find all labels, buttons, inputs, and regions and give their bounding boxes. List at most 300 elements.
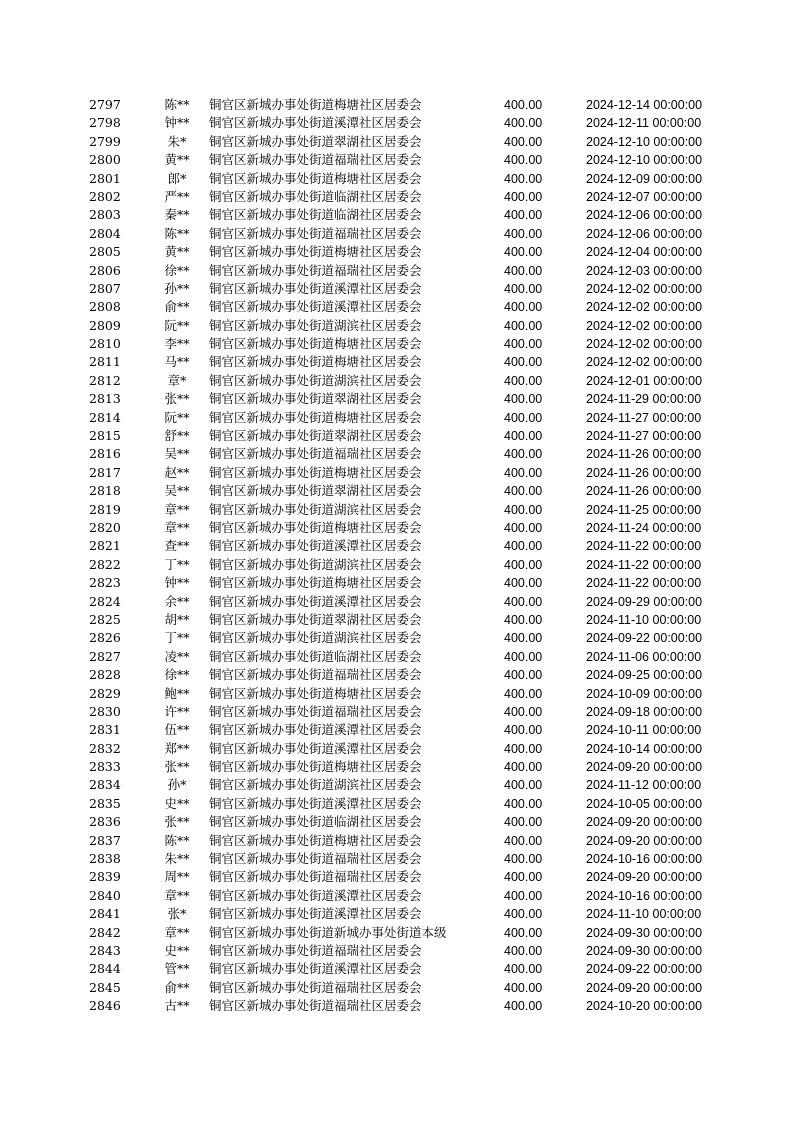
row-number: 2826 [89, 630, 121, 646]
table-row [0, 795, 793, 813]
row-number: 2811 [89, 354, 121, 370]
table-row [0, 262, 793, 280]
table-row [0, 427, 793, 445]
organization: 铜官区新城办事处街道湖滨社区居委会 [209, 372, 422, 388]
date: 2024-12-09 00:00:00 [586, 171, 703, 186]
date: 2024-11-27 00:00:00 [586, 429, 702, 444]
recipient-name: 余** [164, 593, 190, 609]
date: 2024-10-05 00:00:00 [586, 796, 703, 811]
date: 2024-09-25 00:00:00 [586, 668, 703, 683]
date: 2024-11-10 00:00:00 [586, 612, 702, 627]
recipient-name: 阮** [164, 317, 190, 333]
date: 2024-10-09 00:00:00 [586, 686, 703, 701]
row-number: 2822 [89, 556, 121, 572]
row-number: 2803 [89, 207, 121, 223]
organization: 铜官区新城办事处街道湖滨社区居委会 [209, 777, 422, 793]
recipient-name: 舒** [164, 428, 190, 444]
recipient-name: 俞** [164, 299, 190, 315]
recipient-name: 黄** [164, 152, 190, 168]
date: 2024-09-20 00:00:00 [586, 760, 703, 775]
amount: 400.00 [504, 153, 543, 168]
date: 2024-12-03 00:00:00 [586, 263, 703, 278]
organization: 铜官区新城办事处街道福瑞社区居委会 [209, 152, 422, 168]
organization: 铜官区新城办事处街道梅塘社区居委会 [209, 519, 422, 535]
row-number: 2817 [89, 464, 121, 480]
row-number: 2835 [89, 795, 121, 811]
organization: 铜官区新城办事处街道溪潭社区居委会 [209, 280, 422, 296]
organization: 铜官区新城办事处街道新城办事处街道本级 [209, 924, 447, 940]
row-number: 2799 [89, 133, 121, 149]
table-row [0, 280, 793, 298]
organization: 铜官区新城办事处街道梅塘社区居委会 [209, 170, 422, 186]
organization: 铜官区新城办事处街道临湖社区居委会 [209, 207, 422, 223]
table-row [0, 868, 793, 886]
row-number: 2845 [89, 979, 121, 995]
organization: 铜官区新城办事处街道翠湖社区居委会 [209, 611, 422, 627]
recipient-name: 赵** [164, 464, 190, 480]
recipient-name: 胡** [164, 611, 190, 627]
recipient-name: 周** [164, 869, 190, 885]
date: 2024-12-07 00:00:00 [586, 189, 703, 204]
organization: 铜官区新城办事处街道福瑞社区居委会 [209, 869, 422, 885]
organization: 铜官区新城办事处街道溪潭社区居委会 [209, 906, 422, 922]
amount: 400.00 [504, 557, 543, 572]
amount: 400.00 [504, 760, 543, 775]
amount: 400.00 [504, 208, 543, 223]
row-number: 2818 [89, 483, 121, 499]
organization: 铜官区新城办事处街道湖滨社区居委会 [209, 630, 422, 646]
date: 2024-12-02 00:00:00 [586, 300, 703, 315]
row-number: 2806 [89, 262, 121, 278]
amount: 400.00 [504, 833, 543, 848]
recipient-name: 阮** [164, 409, 190, 425]
data-table [0, 96, 793, 1016]
organization: 铜官区新城办事处街道福瑞社区居委会 [209, 979, 422, 995]
organization: 铜官区新城办事处街道溪潭社区居委会 [209, 722, 422, 738]
recipient-name: 朱** [164, 851, 190, 867]
row-number: 2846 [89, 998, 121, 1014]
row-number: 2827 [89, 648, 121, 664]
table-row [0, 960, 793, 978]
organization: 铜官区新城办事处街道福瑞社区居委会 [209, 998, 422, 1014]
recipient-name: 吴** [164, 446, 190, 462]
row-number: 2798 [89, 115, 121, 131]
row-number: 2820 [89, 519, 121, 535]
amount: 400.00 [504, 134, 543, 149]
amount: 400.00 [504, 668, 543, 683]
organization: 铜官区新城办事处街道临湖社区居委会 [209, 188, 422, 204]
date: 2024-12-10 00:00:00 [586, 134, 703, 149]
row-number: 2837 [89, 832, 121, 848]
amount: 400.00 [504, 171, 543, 186]
recipient-name: 章** [164, 924, 190, 940]
organization: 铜官区新城办事处街道湖滨社区居委会 [209, 317, 422, 333]
row-number: 2813 [89, 391, 121, 407]
table-row [0, 703, 793, 721]
amount: 400.00 [504, 815, 543, 830]
date: 2024-12-06 00:00:00 [586, 208, 703, 223]
table-row [0, 666, 793, 684]
organization: 铜官区新城办事处街道梅塘社区居委会 [209, 97, 422, 112]
recipient-name: 黄** [164, 244, 190, 260]
row-number: 2802 [89, 188, 121, 204]
recipient-name: 史** [164, 795, 190, 811]
date: 2024-09-20 00:00:00 [586, 980, 703, 995]
date: 2024-12-01 00:00:00 [586, 373, 703, 388]
date: 2024-09-22 00:00:00 [586, 962, 703, 977]
date: 2024-12-14 00:00:00 [586, 98, 703, 112]
amount: 400.00 [504, 594, 543, 609]
recipient-name: 徐** [164, 667, 190, 683]
row-number: 2843 [89, 942, 121, 958]
recipient-name: 章** [164, 519, 190, 535]
table-row [0, 593, 793, 611]
recipient-name: 古** [164, 998, 190, 1014]
amount: 400.00 [504, 98, 543, 112]
table-row [0, 188, 793, 206]
date: 2024-12-02 00:00:00 [586, 281, 703, 296]
recipient-name: 章** [164, 887, 190, 903]
row-number: 2809 [89, 317, 121, 333]
amount: 400.00 [504, 999, 543, 1014]
recipient-name: 朱* [167, 133, 187, 149]
organization: 铜官区新城办事处街道福瑞社区居委会 [209, 667, 422, 683]
date: 2024-09-20 00:00:00 [586, 870, 703, 885]
amount: 400.00 [504, 318, 543, 333]
amount: 400.00 [504, 263, 543, 278]
amount: 400.00 [504, 907, 543, 922]
date: 2024-09-18 00:00:00 [586, 704, 703, 719]
recipient-name: 陈** [164, 97, 190, 112]
recipient-name: 钟** [164, 575, 190, 591]
table-row [0, 445, 793, 463]
amount: 400.00 [504, 870, 543, 885]
amount: 400.00 [504, 392, 543, 407]
table-row [0, 758, 793, 776]
amount: 400.00 [504, 484, 543, 499]
row-number: 2839 [89, 869, 121, 885]
date: 2024-10-16 00:00:00 [586, 852, 703, 867]
date: 2024-09-30 00:00:00 [586, 925, 703, 940]
row-number: 2828 [89, 667, 121, 683]
date: 2024-11-22 00:00:00 [586, 576, 702, 591]
amount: 400.00 [504, 429, 543, 444]
amount: 400.00 [504, 281, 543, 296]
row-number: 2825 [89, 611, 121, 627]
recipient-name: 孙** [164, 280, 190, 296]
date: 2024-11-12 00:00:00 [586, 778, 702, 793]
date: 2024-09-20 00:00:00 [586, 815, 703, 830]
date: 2024-09-29 00:00:00 [586, 594, 703, 609]
row-number: 2831 [89, 722, 121, 738]
row-number: 2812 [89, 372, 121, 388]
date: 2024-10-20 00:00:00 [586, 999, 703, 1014]
table-row [0, 629, 793, 647]
row-number: 2823 [89, 575, 121, 591]
organization: 铜官区新城办事处街道溪潭社区居委会 [209, 593, 422, 609]
organization: 铜官区新城办事处街道湖滨社区居委会 [209, 501, 422, 517]
recipient-name: 马** [164, 354, 190, 370]
recipient-name: 严** [164, 188, 190, 204]
row-number: 2830 [89, 703, 121, 719]
date: 2024-11-22 00:00:00 [586, 539, 702, 554]
table-row [0, 813, 793, 831]
row-number: 2800 [89, 152, 121, 168]
amount: 400.00 [504, 502, 543, 517]
table-row [0, 96, 793, 114]
amount: 400.00 [504, 852, 543, 867]
row-number: 2804 [89, 225, 121, 241]
recipient-name: 徐** [164, 262, 190, 278]
table-row [0, 390, 793, 408]
amount: 400.00 [504, 649, 543, 664]
table-row [0, 243, 793, 261]
amount: 400.00 [504, 300, 543, 315]
table-row [0, 685, 793, 703]
amount: 400.00 [504, 704, 543, 719]
amount: 400.00 [504, 925, 543, 940]
date: 2024-11-22 00:00:00 [586, 557, 702, 572]
organization: 铜官区新城办事处街道溪潭社区居委会 [209, 795, 422, 811]
table-row [0, 409, 793, 427]
date: 2024-11-25 00:00:00 [586, 502, 702, 517]
amount: 400.00 [504, 373, 543, 388]
recipient-name: 陈** [164, 832, 190, 848]
amount: 400.00 [504, 520, 543, 535]
recipient-name: 史** [164, 942, 190, 958]
organization: 铜官区新城办事处街道溪潭社区居委会 [209, 887, 422, 903]
amount: 400.00 [504, 465, 543, 480]
date: 2024-10-14 00:00:00 [586, 741, 703, 756]
amount: 400.00 [504, 410, 543, 425]
organization: 铜官区新城办事处街道梅塘社区居委会 [209, 685, 422, 701]
date: 2024-09-22 00:00:00 [586, 631, 703, 646]
date: 2024-12-10 00:00:00 [586, 153, 703, 168]
table-row [0, 721, 793, 739]
table-row [0, 519, 793, 537]
date: 2024-10-11 00:00:00 [586, 723, 702, 738]
table-row [0, 206, 793, 224]
organization: 铜官区新城办事处街道福瑞社区居委会 [209, 703, 422, 719]
amount: 400.00 [504, 116, 543, 131]
organization: 铜官区新城办事处街道福瑞社区居委会 [209, 851, 422, 867]
organization: 铜官区新城办事处街道湖滨社区居委会 [209, 556, 422, 572]
row-number: 2842 [89, 924, 121, 940]
date: 2024-12-02 00:00:00 [586, 318, 703, 333]
amount: 400.00 [504, 189, 543, 204]
organization: 铜官区新城办事处街道福瑞社区居委会 [209, 446, 422, 462]
date: 2024-11-26 00:00:00 [586, 465, 702, 480]
date: 2024-12-02 00:00:00 [586, 355, 703, 370]
amount: 400.00 [504, 723, 543, 738]
organization: 铜官区新城办事处街道梅塘社区居委会 [209, 244, 422, 260]
table-row [0, 464, 793, 482]
organization: 铜官区新城办事处街道梅塘社区居委会 [209, 336, 422, 352]
table-row [0, 353, 793, 371]
organization: 铜官区新城办事处街道溪潭社区居委会 [209, 538, 422, 554]
recipient-name: 陈** [164, 225, 190, 241]
recipient-name: 郑** [164, 740, 190, 756]
organization: 铜官区新城办事处街道溪潭社区居委会 [209, 115, 422, 131]
table-row [0, 905, 793, 923]
date: 2024-11-06 00:00:00 [586, 649, 702, 664]
date: 2024-11-26 00:00:00 [586, 484, 702, 499]
row-number: 2797 [89, 97, 121, 112]
date: 2024-11-24 00:00:00 [586, 520, 702, 535]
recipient-name: 钟** [164, 115, 190, 131]
date: 2024-12-02 00:00:00 [586, 337, 703, 352]
organization: 铜官区新城办事处街道翠湖社区居委会 [209, 391, 422, 407]
recipient-name: 管** [164, 961, 190, 977]
row-number: 2833 [89, 759, 121, 775]
organization: 铜官区新城办事处街道梅塘社区居委会 [209, 464, 422, 480]
table-row [0, 372, 793, 390]
amount: 400.00 [504, 612, 543, 627]
organization: 铜官区新城办事处街道梅塘社区居委会 [209, 832, 422, 848]
table-row [0, 832, 793, 850]
table-row [0, 574, 793, 592]
organization: 铜官区新城办事处街道临湖社区居委会 [209, 814, 422, 830]
recipient-name: 孙* [167, 777, 187, 793]
amount: 400.00 [504, 962, 543, 977]
amount: 400.00 [504, 355, 543, 370]
organization: 铜官区新城办事处街道梅塘社区居委会 [209, 575, 422, 591]
amount: 400.00 [504, 337, 543, 352]
row-number: 2801 [89, 170, 121, 186]
organization: 铜官区新城办事处街道翠湖社区居委会 [209, 428, 422, 444]
organization: 铜官区新城办事处街道福瑞社区居委会 [209, 225, 422, 241]
organization: 铜官区新城办事处街道梅塘社区居委会 [209, 759, 422, 775]
table-row [0, 556, 793, 574]
amount: 400.00 [504, 943, 543, 958]
row-number: 2805 [89, 244, 121, 260]
date: 2024-11-10 00:00:00 [586, 907, 702, 922]
row-number: 2844 [89, 961, 121, 977]
table-row [0, 611, 793, 629]
table-row [0, 501, 793, 519]
date: 2024-12-06 00:00:00 [586, 226, 703, 241]
table-row [0, 850, 793, 868]
amount: 400.00 [504, 245, 543, 260]
organization: 铜官区新城办事处街道溪潭社区居委会 [209, 299, 422, 315]
amount: 400.00 [504, 447, 543, 462]
table-row [0, 776, 793, 794]
organization: 铜官区新城办事处街道福瑞社区居委会 [209, 942, 422, 958]
table-row [0, 924, 793, 942]
row-number: 2821 [89, 538, 121, 554]
organization: 铜官区新城办事处街道梅塘社区居委会 [209, 409, 422, 425]
table-row [0, 740, 793, 758]
recipient-name: 章* [167, 372, 187, 388]
amount: 400.00 [504, 226, 543, 241]
row-number: 2829 [89, 685, 121, 701]
table-row [0, 997, 793, 1015]
table-row [0, 335, 793, 353]
table-row [0, 133, 793, 151]
row-number: 2832 [89, 740, 121, 756]
table-row [0, 979, 793, 997]
amount: 400.00 [504, 576, 543, 591]
table-row [0, 482, 793, 500]
recipient-name: 凌** [164, 648, 190, 664]
row-number: 2807 [89, 280, 121, 296]
table-row [0, 114, 793, 132]
date: 2024-12-11 00:00:00 [586, 116, 702, 131]
row-number: 2816 [89, 446, 121, 462]
amount: 400.00 [504, 980, 543, 995]
recipient-name: 鲍** [164, 685, 190, 701]
table-row [0, 887, 793, 905]
amount: 400.00 [504, 888, 543, 903]
organization: 铜官区新城办事处街道溪潭社区居委会 [209, 961, 422, 977]
recipient-name: 李** [164, 336, 190, 352]
recipient-name: 章** [164, 501, 190, 517]
date: 2024-12-04 00:00:00 [586, 245, 703, 260]
row-number: 2819 [89, 501, 121, 517]
row-number: 2814 [89, 409, 121, 425]
recipient-name: 张** [164, 391, 190, 407]
row-number: 2810 [89, 336, 121, 352]
organization: 铜官区新城办事处街道溪潭社区居委会 [209, 740, 422, 756]
row-number: 2840 [89, 887, 121, 903]
recipient-name: 俞** [164, 979, 190, 995]
recipient-name: 秦** [164, 207, 190, 223]
recipient-name: 郎* [167, 170, 187, 186]
row-number: 2815 [89, 428, 121, 444]
row-number: 2808 [89, 299, 121, 315]
recipient-name: 查** [164, 538, 190, 554]
amount: 400.00 [504, 686, 543, 701]
recipient-name: 丁** [164, 556, 190, 572]
amount: 400.00 [504, 778, 543, 793]
amount: 400.00 [504, 631, 543, 646]
date: 2024-10-16 00:00:00 [586, 888, 703, 903]
row-number: 2836 [89, 814, 121, 830]
recipient-name: 许** [164, 703, 190, 719]
organization: 铜官区新城办事处街道翠湖社区居委会 [209, 483, 422, 499]
table-row [0, 537, 793, 555]
organization: 铜官区新城办事处街道翠湖社区居委会 [209, 133, 422, 149]
date: 2024-09-20 00:00:00 [586, 833, 703, 848]
row-number: 2838 [89, 851, 121, 867]
organization: 铜官区新城办事处街道福瑞社区居委会 [209, 262, 422, 278]
recipient-name: 伍** [164, 722, 190, 738]
table-row [0, 151, 793, 169]
table-row [0, 225, 793, 243]
row-number: 2824 [89, 593, 121, 609]
table-row [0, 942, 793, 960]
row-number: 2841 [89, 906, 121, 922]
table-row [0, 170, 793, 188]
recipient-name: 吴** [164, 483, 190, 499]
date: 2024-11-27 00:00:00 [586, 410, 702, 425]
amount: 400.00 [504, 539, 543, 554]
recipient-name: 丁** [164, 630, 190, 646]
amount: 400.00 [504, 796, 543, 811]
table-row [0, 317, 793, 335]
table-row [0, 298, 793, 316]
amount: 400.00 [504, 741, 543, 756]
table-row [0, 648, 793, 666]
date: 2024-09-30 00:00:00 [586, 943, 703, 958]
organization: 铜官区新城办事处街道梅塘社区居委会 [209, 354, 422, 370]
row-number: 2834 [89, 777, 121, 793]
recipient-name: 张** [164, 759, 190, 775]
date: 2024-11-26 00:00:00 [586, 447, 702, 462]
organization: 铜官区新城办事处街道临湖社区居委会 [209, 648, 422, 664]
date: 2024-11-29 00:00:00 [586, 392, 702, 407]
recipient-name: 张** [164, 814, 190, 830]
